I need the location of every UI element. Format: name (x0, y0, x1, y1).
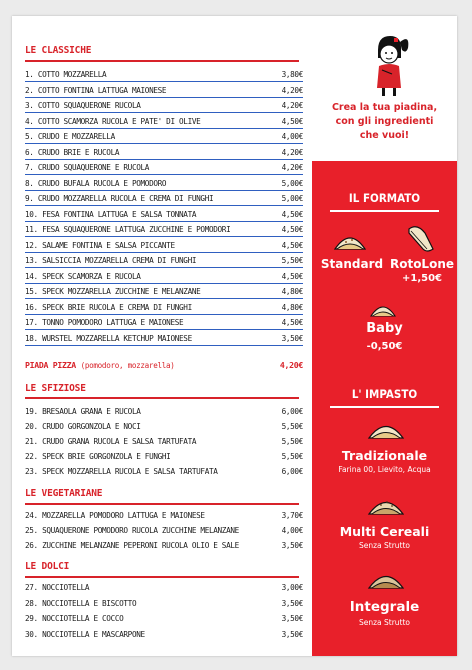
menu-item-name: 1. COTTO MOZZARELLA (25, 70, 107, 79)
pizza-note: (pomodoro, mozzarella) (80, 361, 175, 370)
menu-item-name: 30. NOCCIOTELLA E MASCARPONE (25, 629, 145, 639)
tagline-line: Crea la tua piadina, (331, 102, 438, 113)
menu-item-price: 4,50€ (281, 271, 303, 281)
menu-item-price: 3,80€ (281, 70, 303, 79)
menu-item (25, 613, 303, 625)
menu-item-name: 6. CRUDO BRIE E RUCOLA (25, 147, 120, 157)
section-title-sfiziose: LE SFIZIOSE (25, 383, 86, 394)
menu-item-price: 4,80€ (281, 302, 303, 312)
impasto-tradizionale-sub: Farina 00, Lievito, Acqua (338, 465, 431, 474)
section-divider (25, 503, 299, 505)
menu-item (25, 131, 303, 144)
pizza-row (25, 358, 303, 372)
menu-item (25, 209, 303, 222)
menu-item-price: 6,00€ (281, 407, 303, 416)
menu-item-name: 14. SPECK SCAMORZA E RUCOLA (25, 271, 141, 281)
formato-standard-label: Standard (320, 257, 384, 271)
menu-item-price: 4,80€ (281, 287, 303, 296)
formato-baby-price: -0,50€ (366, 341, 403, 352)
menu-item-price: 5,50€ (281, 437, 303, 446)
menu-item-name: 13. SALSICCIA MOZZARELLA CREMA DI FUNGHI (25, 256, 197, 265)
menu-item-name: 26. ZUCCHINE MELANZANE PEPERONI RUCOLA OLIO E SALE (25, 541, 239, 550)
impasto-integrale-label: Integrale (349, 599, 420, 615)
impasto-multicereali-label: Multi Cereali (339, 524, 430, 539)
piadina-standard-icon (332, 231, 368, 253)
menu-item-price: 3,70€ (281, 511, 303, 520)
impasto-title: L' IMPASTO (351, 387, 418, 401)
menu-item-price: 4,20€ (281, 147, 303, 157)
menu-item-price: 3,00€ (281, 583, 303, 592)
menu-item-price: 4,20€ (281, 101, 303, 110)
tagline-line: con gli ingredienti (335, 116, 434, 127)
menu-item (25, 333, 303, 346)
menu-item-name: 27. NOCCIOTELLA (25, 583, 90, 592)
menu-item-price: 3,50€ (281, 614, 303, 623)
menu-item (25, 598, 303, 610)
menu-item (25, 178, 303, 191)
section-divider (25, 576, 299, 578)
menu-item (25, 406, 303, 418)
menu-item-price: 3,50€ (281, 541, 303, 550)
menu-item (25, 193, 303, 206)
menu-item-price: 4,50€ (281, 116, 303, 126)
menu-item-price: 3,50€ (281, 598, 303, 608)
menu-item (25, 540, 303, 552)
piadina-integrale-icon (366, 569, 406, 591)
menu-item (25, 255, 303, 268)
menu-item-price: 3,50€ (281, 629, 303, 639)
menu-item (25, 271, 303, 284)
menu-item-name: 7. CRUDO SQUAQUERONE E RUCOLA (25, 163, 150, 172)
menu-item-name: 5. CRUDO E MOZZARELLA (25, 132, 115, 141)
mascot-girl-icon (364, 30, 414, 98)
menu-item-name: 21. CRUDO GRANA RUCOLA E SALSA TARTUFATA (25, 437, 197, 446)
menu-item-name: 25. SQUAQUERONE POMODORO RUCOLA ZUCCHINE MELANZANE (25, 526, 239, 535)
menu-item (25, 224, 303, 237)
menu-item-name: 28. NOCCIOTELLA E BISCOTTO (25, 598, 137, 608)
menu-item-name: 15. SPECK MOZZARELLA ZUCCHINE E MELANZANE (25, 287, 201, 296)
menu-item-price: 5,50€ (281, 256, 303, 265)
menu-item-price: 5,50€ (281, 452, 303, 461)
menu-item-name: 20. CRUDO GORGONZOLA E NOCI (25, 422, 141, 431)
section-title-dolci: LE DOLCI (25, 561, 70, 572)
impasto-integrale-sub: Senza Strutto (358, 618, 411, 627)
piadina-rotolone-icon (403, 223, 437, 253)
menu-item (25, 582, 303, 594)
menu-item-name: 9. CRUDO MOZZARELLA RUCOLA E CREMA DI FUNGHI (25, 194, 214, 203)
menu-item-name: 24. MOZZARELLA POMODORO LATTUGA E MAIONESE (25, 511, 205, 520)
menu-item-name: 2. COTTO FONTINA LATTUGA MAIONESE (25, 85, 167, 95)
menu-item-name: 12. SALAME FONTINA E SALSA PICCANTE (25, 240, 175, 250)
menu-item (25, 451, 303, 463)
panel-divider (330, 210, 439, 212)
menu-item (25, 116, 303, 129)
section-divider (25, 60, 299, 62)
menu-item (25, 147, 303, 160)
menu-item-name: 17. TONNO POMODORO LATTUGA E MAIONESE (25, 318, 184, 327)
menu-sheet (12, 16, 457, 656)
menu-item (25, 421, 303, 433)
formato-baby-label: Baby (366, 321, 403, 336)
menu-item-price: 5,00€ (281, 178, 303, 188)
menu-item (25, 69, 303, 82)
impasto-tradizionale-label: Tradizionale (341, 448, 428, 463)
pizza-name: PIADA PIZZA (25, 360, 76, 370)
menu-item-name: 10. FESA FONTINA LATTUGA E SALSA TONNATA (25, 209, 197, 219)
formato-rotolone-label: RotoLone (389, 257, 455, 271)
section-title-classiche: LE CLASSICHE (25, 45, 92, 56)
impasto-multicereali-sub: Senza Strutto (358, 541, 411, 550)
pizza-price: 4,20€ (279, 360, 303, 370)
menu-item-name: 23. SPECK MOZZARELLA RUCOLA E SALSA TARTUFATA (25, 467, 218, 476)
menu-item-price: 4,20€ (281, 85, 303, 95)
menu-item-name: 3. COTTO SQUAQUERONE RUCOLA (25, 101, 141, 110)
menu-item (25, 317, 303, 330)
piadina-multicereali-icon (366, 495, 406, 517)
formato-rotolone-price: +1,50€ (401, 273, 442, 284)
menu-item-price: 3,50€ (281, 333, 303, 343)
menu-item (25, 510, 303, 522)
menu-item-price: 4,00€ (281, 132, 303, 141)
section-divider (25, 397, 299, 399)
menu-item-price: 5,50€ (281, 422, 303, 431)
menu-item-name: 8. CRUDO BUFALA RUCOLA E POMODORO (25, 178, 167, 188)
menu-item (25, 302, 303, 315)
tagline-line: che vuoi! (359, 130, 410, 141)
menu-item (25, 240, 303, 253)
menu-item-price: 4,20€ (281, 163, 303, 172)
menu-item-name: 11. FESA SQUAQUERONE LATTUGA ZUCCHINE E POMODORI (25, 225, 231, 234)
menu-item-price: 4,00€ (281, 526, 303, 535)
menu-item-price: 4,50€ (281, 209, 303, 219)
menu-item-name: 18. WURSTEL MOZZARELLA KETCHUP MAIONESE (25, 333, 192, 343)
panel-divider (330, 406, 439, 408)
menu-item-name: 22. SPECK BRIE GORGONZOLA E FUNGHI (25, 452, 171, 461)
menu-item-name: 4. COTTO SCAMORZA RUCOLA E PATE' DI OLIVE (25, 116, 201, 126)
options-panel (312, 161, 457, 656)
menu-item-name: 29. NOCCIOTELLA E COCCO (25, 614, 124, 623)
menu-item (25, 436, 303, 448)
menu-item-price: 6,00€ (281, 467, 303, 476)
menu-item-price: 4,50€ (281, 225, 303, 234)
section-title-vegetariane: LE VEGETARIANE (25, 488, 103, 499)
menu-item (25, 85, 303, 98)
menu-item-price: 4,50€ (281, 240, 303, 250)
menu-item (25, 286, 303, 299)
tagline (312, 101, 457, 143)
formato-title: IL FORMATO (348, 191, 421, 205)
menu-item-name: 19. BRESAOLA GRANA E RUCOLA (25, 407, 141, 416)
piadina-baby-icon (369, 301, 397, 319)
menu-item (25, 162, 303, 175)
menu-item-price: 4,50€ (281, 318, 303, 327)
menu-item (25, 525, 303, 537)
menu-item (25, 629, 303, 641)
menu-item-price: 5,00€ (281, 194, 303, 203)
menu-item (25, 466, 303, 478)
menu-item (25, 100, 303, 113)
piadina-tradizionale-icon (366, 419, 406, 441)
menu-item-name: 16. SPECK BRIE RUCOLA E CREMA DI FUNGHI (25, 302, 192, 312)
